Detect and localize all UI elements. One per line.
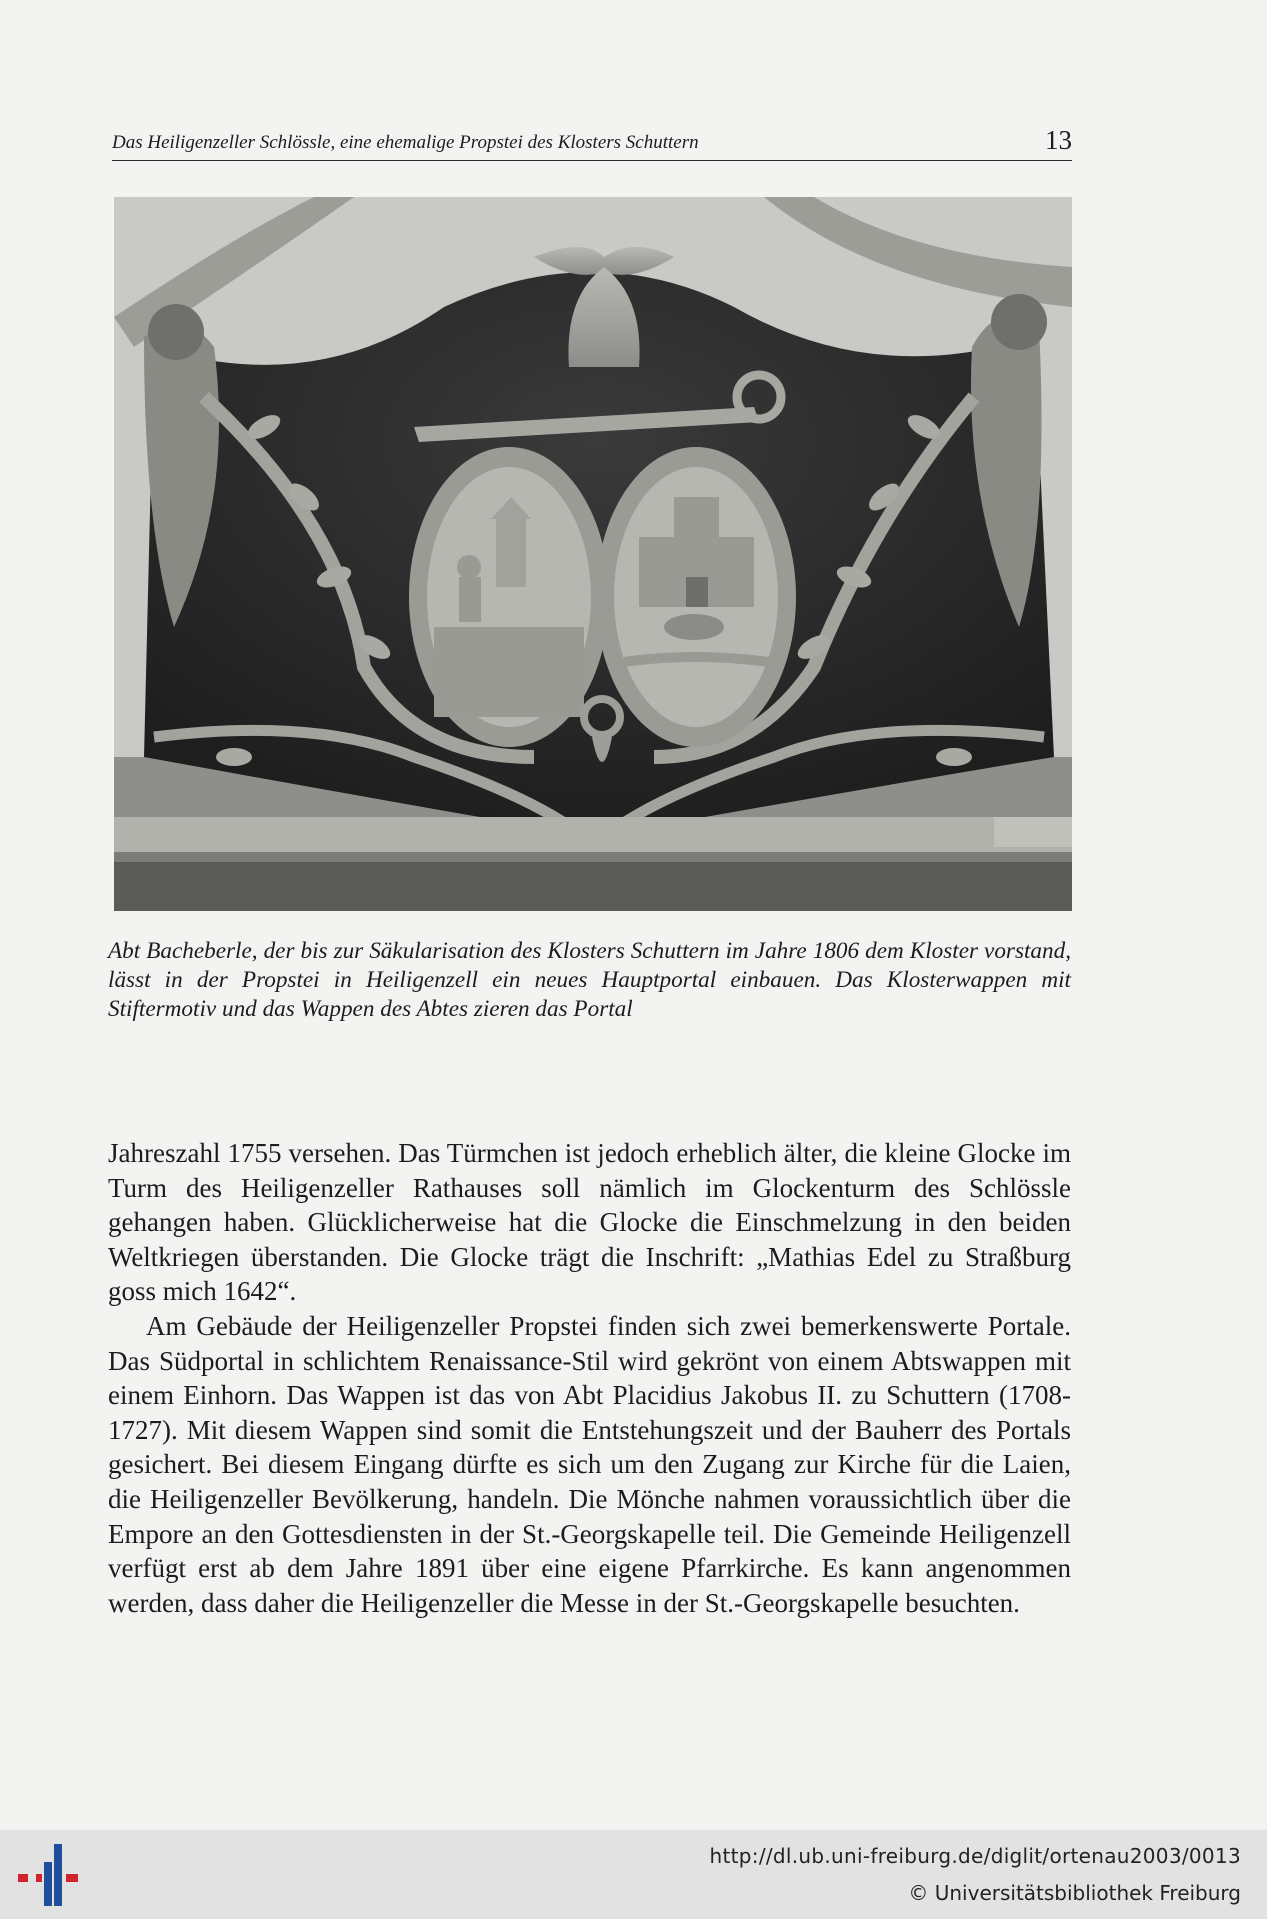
copyright-notice: © Universitätsbibliothek Freiburg <box>908 1881 1241 1905</box>
paragraph: Am Gebäude der Heiligenzeller Propstei finden sich zwei bemerkenswerte Portale. Das Südportal in schlichtem Renaissance-Stil wird gekrönt von einem Abtswappen mit einem Einhorn. Das Wappen ist das von Abt Placidius Jakobus II. zu Schuttern (1708-1727). Mit diesem Wappen sind somit die Entstehungszeit und der Bauherr des Portals gesichert. Bei diesem Eingang dürfte es sich um den Zugang zur Kirche für die Laien, die Heiligenzeller Bevölkerung, handeln. Die Mönche nahmen voraussichtlich über die Empore an den Gottesdiensten in der St.-Georgskapelle teil. Die Gemeinde Heiligenzell verfügt erst ab dem Jahre 1891 über eine eigene Pfarrkirche. Es kann angenommen werden, dass daher die Heiligenzeller die Messe in der St.-Georgskapelle besuchten. <box>108 1310 1071 1618</box>
paragraph: Jahreszahl 1755 versehen. Das Türmchen ist jedoch erheblich älter, die kleine Glocke im Turm des Heiligenzeller Rathauses soll nämlich im Glockenturm des Schlössle gehangen haben. Glücklicherweise hat die Glocke die Einschmelzung in den beiden Weltkriegen überstanden. Die Glocke trägt die Inschrift: „Mathias Edel zu Straßburg goss mich 1642“. <box>108 1138 1071 1307</box>
figure-caption <box>108 937 1071 1024</box>
footer-bar <box>0 1830 1267 1919</box>
caption-text: Abt Bacheberle, der bis zur Säkularisation des Klosters Schuttern im Jahre 1806 dem Kloster vorstand, lässt in der Propstei in Heiligenzell ein neues Hauptportal einbauen. Das Klosterwappen mit Stiftermotiv und das Wappen des Abtes zieren das Portal <box>108 938 1071 1022</box>
coat-of-arms-photo <box>114 197 1072 911</box>
body-text <box>108 1136 1071 1620</box>
source-url[interactable]: http://dl.ub.uni-freiburg.de/diglit/ortenau2003/0013 <box>709 1844 1241 1868</box>
running-title: Das Heiligenzeller Schlössle, eine ehemalige Propstei des Klosters Schuttern <box>112 132 699 153</box>
page-number: 13 <box>1045 125 1072 155</box>
ub-freiburg-logo-icon <box>16 1840 80 1910</box>
page-header <box>112 122 1072 161</box>
